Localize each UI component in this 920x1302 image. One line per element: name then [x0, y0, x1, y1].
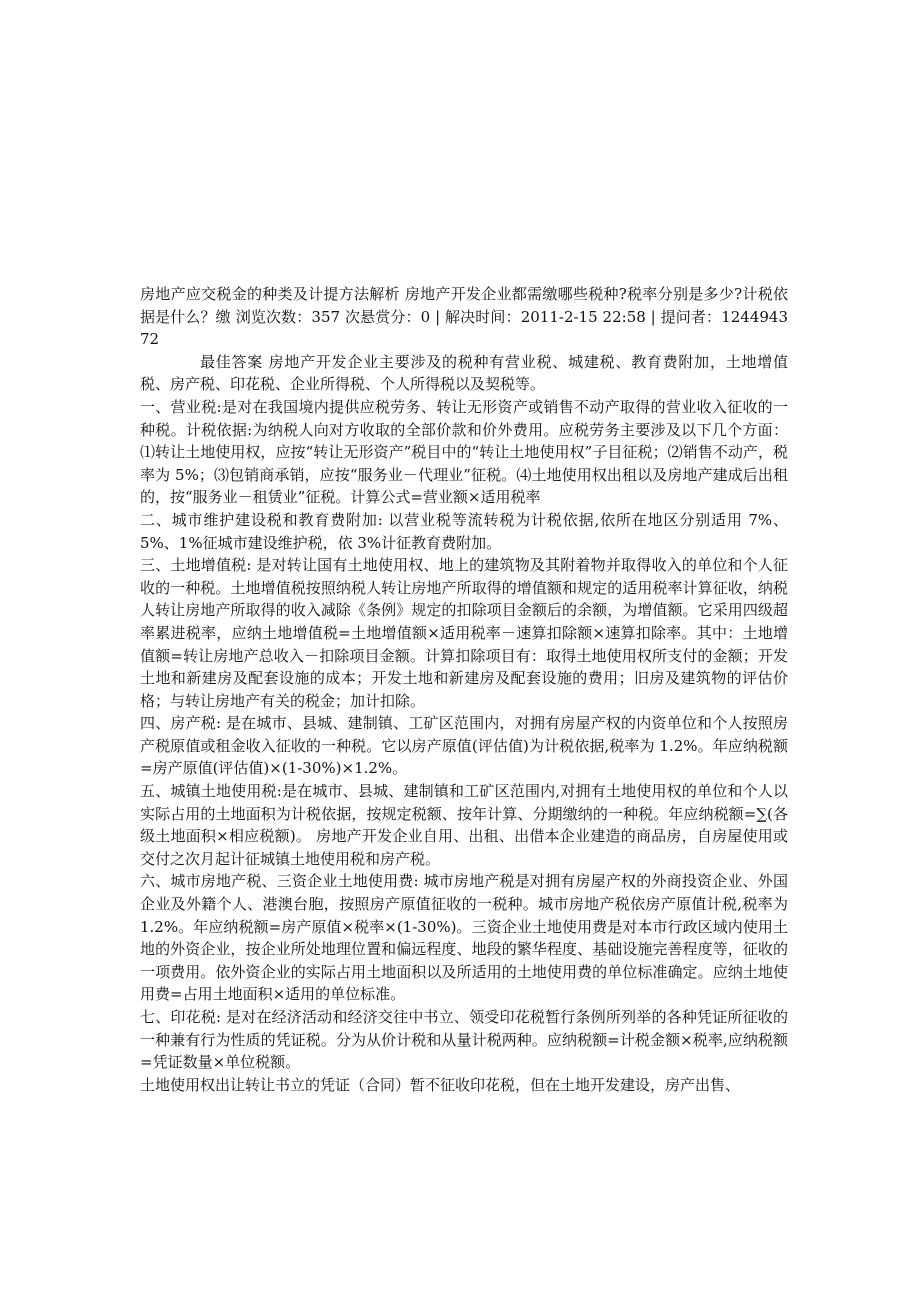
document-header: 房地产应交税金的种类及计提方法解析 房地产开发企业都需缴哪些税种?税率分别是多少?计税依据是什么？缴 浏览次数：357 次悬赏分：0 | 解决时间：2011-2-15 22:58 | 提问者：124494372 [140, 285, 788, 349]
section-business-tax: 一、营业税:是对在我国境内提供应税劳务、转让无形资产或销售不动产取得的营业收入征收的一种税。计税依据:为纳税人向对方收取的全部价款和价外费用。应税劳务主要涉及以下几个方面：⑴转让土地使用权，应按“转让无形资产”税目中的“转让土地使用权”子目征税；⑵销售不动产，税率为 5%；⑶包销商承销，应按“服务业－代理业”征税。⑷土地使用权出租以及房地产建成后出租的，按“服务业－租赁业”征税。计算公式=营业额×适用税率 [140, 397, 788, 507]
section-property-tax: 四、房产税: 是在城市、县城、建制镇、工矿区范围内，对拥有房屋产权的内资单位和个人按照房产税原值或租金收入征收的一种税。它以房产原值(评估值)为计税依据,税率为 1.2%。年应纳税额=房产原值(评估值)×(1-30%)×1.2%。 [140, 714, 788, 778]
section-urban-construction-tax: 二、城市维护建设税和教育费附加: 以营业税等流转税为计税依据,依所在地区分别适用 7%、5%、1%征城市建设维护税，依 3%计征教育费附加。 [140, 510, 788, 552]
section-land-value-added-tax: 三、土地增值税: 是对转让国有土地使用权、地上的建筑物及其附着物并取得收入的单位和个人征收的一种税。土地增值税按照纳税人转让房地产所取得的增值额和规定的适用税率计算征收，纳税人转让房地产所取得的收入减除《条例》规定的扣除项目金额后的余额，为增值额。它采用四级超率累进税率，应纳土地增值税=土地增值额×适用税率－速算扣除额×速算扣除率。其中：土地增值额=转让房地产总收入－扣除项目金额。计算扣除项目有：取得土地使用权所支付的金额；开发土地和新建房及配套设施的成本；开发土地和新建房及配套设施的费用；旧房及建筑物的评估价格；与转让房地产有关的税金；加计扣除。 [140, 556, 788, 710]
section-urban-real-estate-tax: 六、城市房地产税、三资企业土地使用费: 城市房地产税是对拥有房屋产权的外商投资企业、外国企业及外籍个人、港澳台胞，按照房产原值征收的一税种。城市房地产税依房产原值计税,税率为 1.2%。年应纳税额=房产原值×税率×(1-30%)。三资企业土地使用费是对本市行政区域内使用土地的外资企业，按企业所处地理位置和偏远程度、地段的繁华程度、基础设施完善程度等，征收的一项费用。依外资企业的实际占用土地面积以及所适用的土地使用费的单位标准确定。应纳土地使用费=占用土地面积×适用的单位标准。 [140, 872, 788, 1004]
document-body [140, 283, 788, 1096]
best-answer-intro: 最佳答案 房地产开发企业主要涉及的税种有营业税、城建税、教育费附加，土地增值税、房产税、印花税、企业所得税、个人所得税以及契税等。 [140, 352, 788, 394]
section-stamp-tax-continued: 土地使用权出让转让书立的凭证（合同）暂不征收印花税，但在土地开发建设，房产出售、 [140, 1075, 741, 1094]
section-stamp-tax: 七、印花税: 是对在经济活动和经济交往中书立、领受印花税暂行条例所列举的各种凭证所征收的一种兼有行为性质的凭证税。分为从价计税和从量计税两种。应纳税额=计税金额×税率,应纳税额=凭证数量×单位税额。 [140, 1008, 788, 1072]
section-urban-land-use-tax: 五、城镇土地使用税:是在城市、县城、建制镇和工矿区范围内,对拥有土地使用权的单位和个人以实际占用的土地面积为计税依据，按规定税额、按年计算、分期缴纳的一种税。年应纳税额=∑(各级土地面积×相应税额)。 房地产开发企业自用、出租、出借本企业建造的商品房，自房屋使用或交付之次月起计征城镇土地使用税和房产税。 [140, 782, 788, 868]
